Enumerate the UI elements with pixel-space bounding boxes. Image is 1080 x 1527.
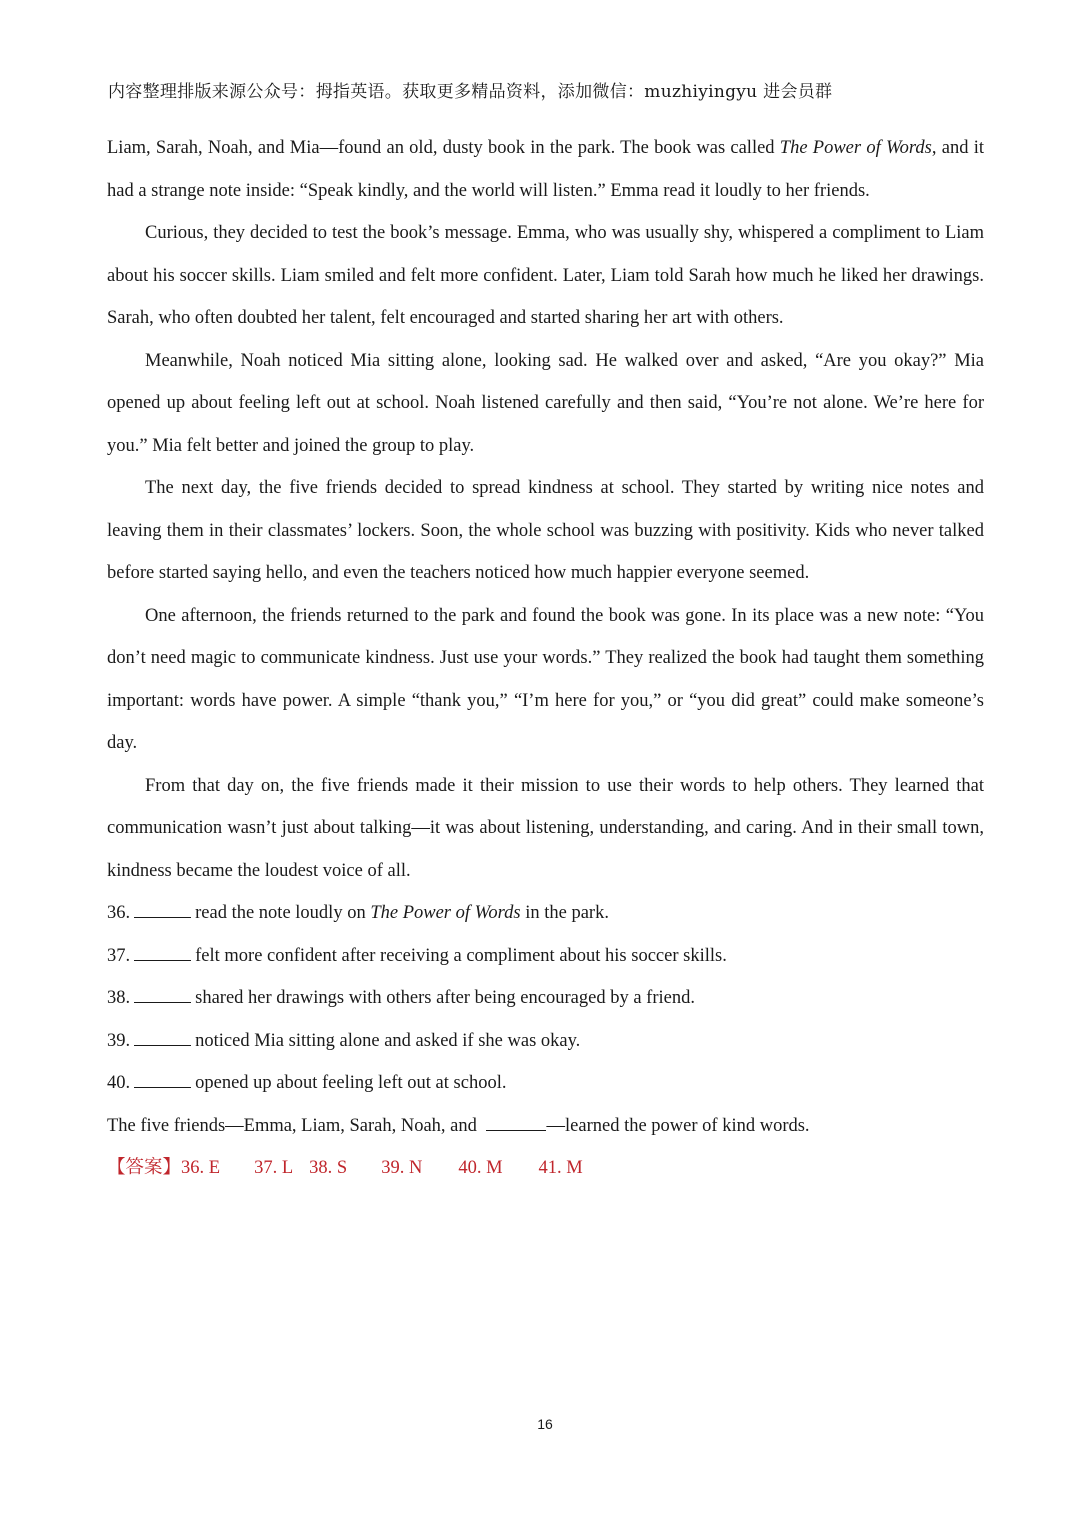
document-body [107,127,984,1190]
question-text: read the note loudly on [195,903,371,923]
story-paragraph-2: Curious, they decided to test the book’s message. Emma, who was usually shy, whispered a compliment to Liam about his soccer skills. Liam smiled and felt more confident. Later, Liam told Sarah how much he liked her drawings. Sarah, who often doubted her talent, felt encouraged and started sharing her art with others. [107,223,984,328]
paragraph-text: , and it had a strange note inside: “Speak kindly, and the world will listen.” Emma read it loudly to her friends. [107,138,984,201]
answer-item: 36. E [181,1158,221,1178]
question-38 [107,977,984,1020]
page-header-notice: 内容整理排版来源公众号：拇指英语。获取更多精品资料，添加微信：muzhiyingyu 进会员群 [108,82,833,102]
answer-blank [134,1031,191,1046]
question-36 [107,892,984,935]
question-text: shared her drawings with others after being encouraged by a friend. [195,988,695,1008]
question-text: noticed Mia sitting alone and asked if she was okay. [195,1030,581,1051]
story-paragraph-4: The next day, the five friends decided to spread kindness at school. They started by writing nice notes and leaving them in their classmates’ lockers. Soon, the whole school was buzzing with positivity. Kids who never talked before started saying hello, and even the teachers noticed how much happier everyone seemed. [107,478,984,583]
question-number: 40. [107,1073,131,1093]
answer-key-label: 【答案】 [107,1158,182,1178]
answer-item: 37. L [254,1158,294,1178]
answer-blank [134,946,191,961]
story-paragraph-3: Meanwhile, Noah noticed Mia sitting alone, looking sad. He walked over and asked, “Are you okay?” Mia opened up about feeling left out at school. Noah listened carefully and then said, “You’re not alone. We’re here for you.” Mia felt better and joined the group to play. [107,350,984,456]
story-paragraph-6: From that day on, the five friends made it their mission to use their words to help others. They learned that communication wasn’t just about talking—it was about listening, understanding, and caring. And in their small town, kindness became the loudest voice of all. [107,775,984,881]
question-number: 37. [107,945,131,966]
question-text: The five friends—Emma, Liam, Sarah, Noah, and [107,1115,482,1136]
answer-item: 41. M [538,1158,583,1178]
question-text: opened up about feeling left out at school. [195,1073,507,1093]
answer-blank [134,988,191,1003]
story-paragraph-5: One afternoon, the friends returned to the park and found the book was gone. In its place was a new note: “You don’t need magic to communicate kindness. Just use your words.” They realized the book had taught them something important: words have power. A simple “thank you,” “I’m here for you,” or “you did great” could make someone’s day. [107,605,984,753]
answer-blank [134,903,191,918]
question-41 [107,1105,984,1148]
answer-item: 39. N [381,1158,423,1178]
answer-blank [486,1116,546,1131]
question-number: 36. [107,903,131,923]
question-39 [107,1020,984,1063]
page-number: 16 [537,1416,553,1432]
answer-blank [134,1073,191,1088]
book-title: The Power of Words [779,138,932,158]
question-37 [107,935,984,978]
question-40 [107,1062,984,1105]
question-number: 39. [107,1030,131,1051]
question-text: in the park. [520,903,609,923]
paragraph-text: Liam, Sarah, Noah, and Mia—found an old, dusty book in the park. The book was called [107,138,780,158]
book-title: The Power of Words [370,903,521,923]
answer-key [107,1147,984,1190]
answer-item: 38. S [309,1158,348,1178]
question-text: felt more confident after receiving a compliment about his soccer skills. [195,945,727,966]
question-text: —learned the power of kind words. [546,1115,810,1136]
story-paragraph-1 [107,127,984,212]
question-number: 38. [107,988,131,1008]
answer-item: 40. M [458,1158,503,1178]
